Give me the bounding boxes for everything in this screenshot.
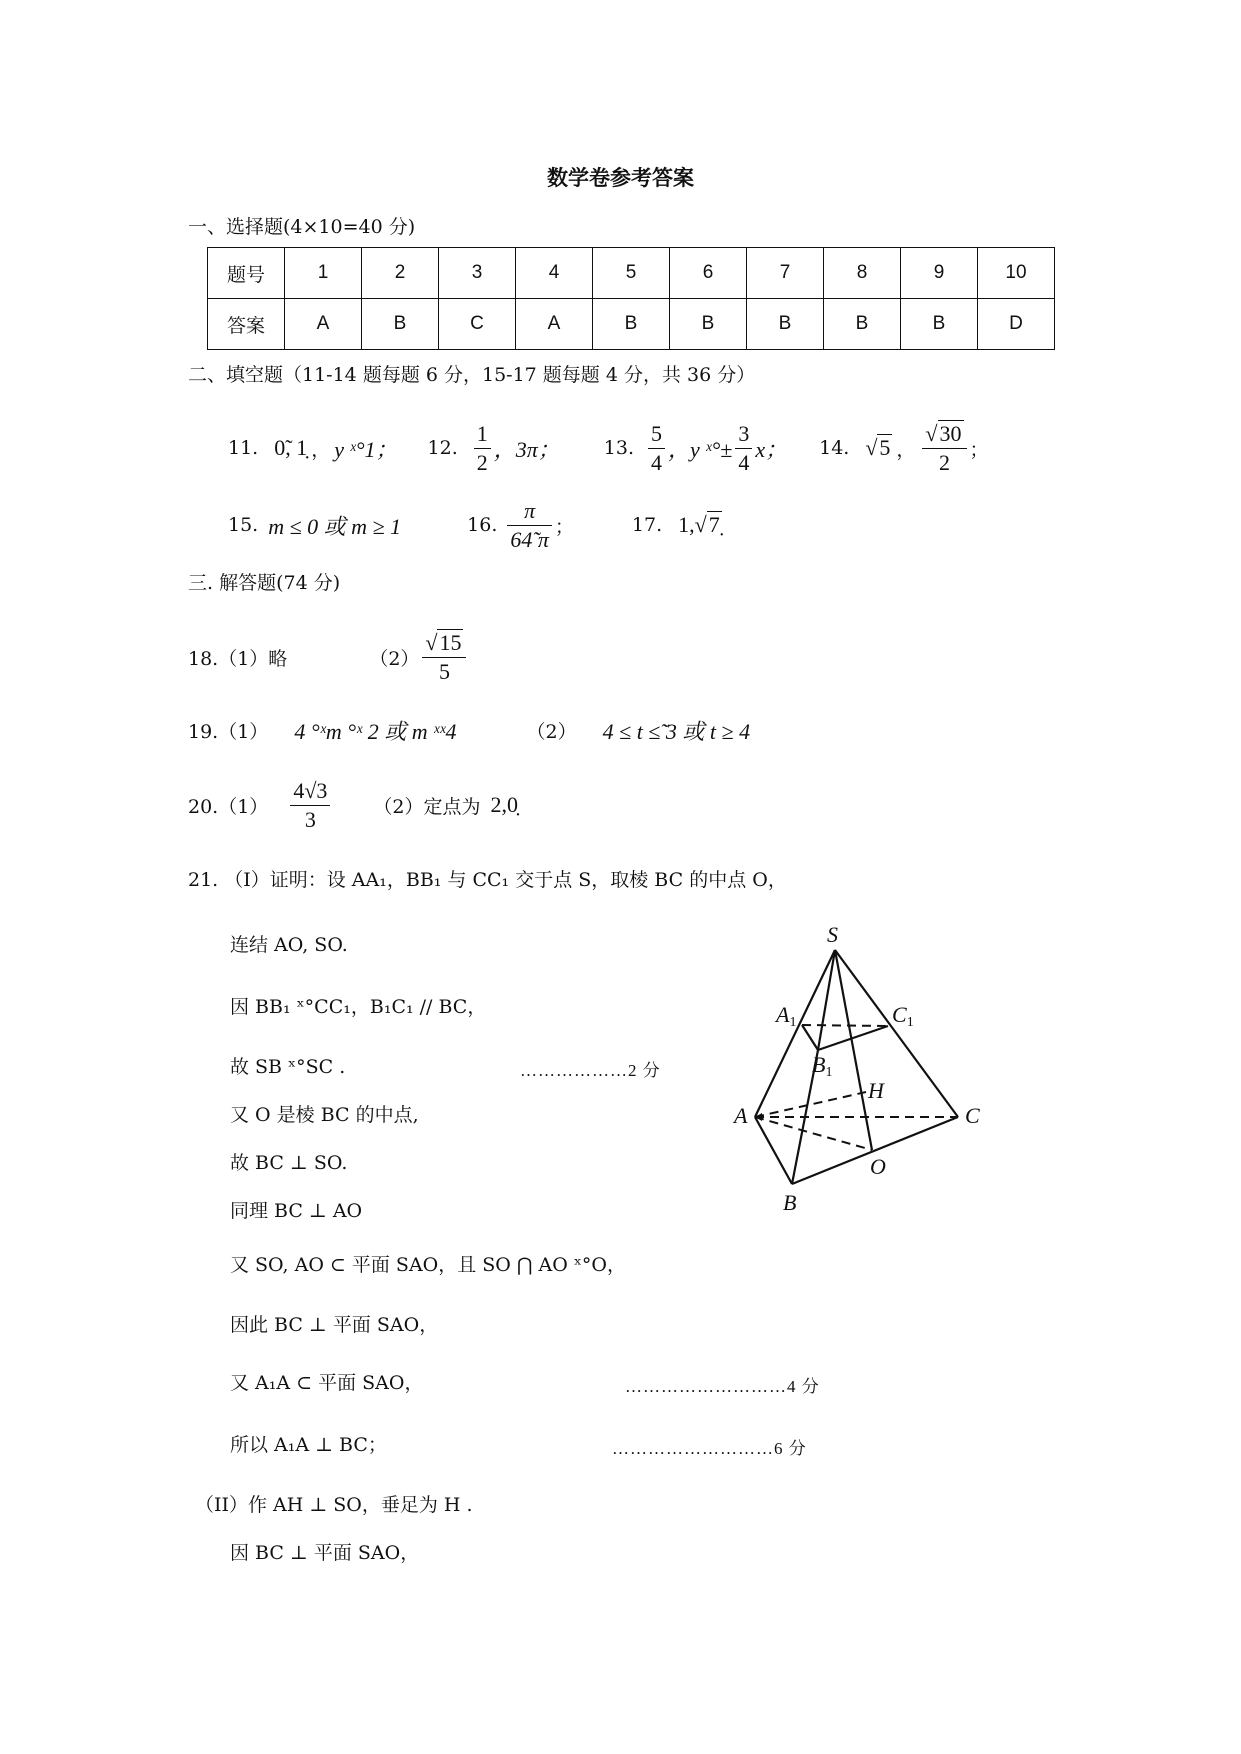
q13-denominator-1: 4 <box>650 449 662 475</box>
q15-answer: m ≤ 0 或 m ≥ 1 <box>268 513 402 539</box>
q20-part1-label: 20.（1） <box>188 795 269 818</box>
table-cell: D <box>978 299 1055 350</box>
section-2-heading: 二、填空题（11-14 题每题 6 分，15-17 题每题 4 分，共 36 分） <box>188 364 756 386</box>
section-1-heading: 一、选择题(4×10=40 分) <box>188 216 416 238</box>
q21-score-4: ………………………4 分 <box>625 1377 820 1396</box>
table-cell: 4 <box>516 248 593 299</box>
q12-tail: ，3π； <box>493 436 560 462</box>
q16-numerator: π <box>507 497 552 526</box>
table-cell: 8 <box>824 248 901 299</box>
edge-a1c1 <box>802 1025 888 1026</box>
q18-numerator: 15 <box>439 629 462 655</box>
edge-ab <box>755 1117 792 1184</box>
q11-answer-b: y ˣ°1； <box>334 436 398 462</box>
q21-step: 又 A₁A ⊂ 平面 SAO， <box>230 1372 424 1394</box>
table-cell: B <box>593 299 670 350</box>
q21-step: 故 SB ˣ°SC . <box>230 1056 346 1078</box>
q19-part2-label: （2） <box>526 720 577 743</box>
q16-fraction <box>507 497 552 554</box>
q18-denominator: 5 <box>438 658 450 684</box>
row-label: 答案 <box>208 299 285 350</box>
q16-number: 16. <box>467 514 498 536</box>
table-cell: A <box>285 299 362 350</box>
q14-fraction: $\frac{√30}{2}$ <box>922 420 966 477</box>
q19-line <box>188 712 750 748</box>
label-c1: C1 <box>892 1002 914 1030</box>
q11-answer-a: 0̃, 1̣ <box>274 435 308 460</box>
page-title: 数学卷参考答案 <box>547 165 694 190</box>
table-cell: B <box>747 299 824 350</box>
q21-part2: （II）作 AH ⊥ SO，垂足为 H . <box>195 1494 473 1516</box>
segment-ah <box>755 1092 866 1117</box>
q13-tail: x； <box>755 436 788 462</box>
q21-part2-line2: 因 BC ⊥ 平面 SAO， <box>230 1542 420 1564</box>
table-cell: 3 <box>439 248 516 299</box>
answer-line-11-14: 11. 0̃, 1̣ ， y ˣ°1； 12. $\frac{1}{2}$ ，3π； 13. $\frac{5}{4}$ ，y ˣ°± $\frac{3}{4}$ x； 14. √5 ， $\frac{√30}{2}$ ； <box>228 420 989 475</box>
q13-denominator-2: 4 <box>738 449 750 475</box>
q11-number: 11. <box>228 437 259 459</box>
q20-answer-b: 2,0̣ <box>490 792 518 817</box>
answer-table <box>207 247 1055 350</box>
q21-step: 故 BC ⊥ SO. <box>230 1152 348 1174</box>
table-row <box>208 299 1055 350</box>
q13-fraction-2 <box>735 420 752 477</box>
row-label: 题号 <box>208 248 285 299</box>
q21-score-6: ………………………6 分 <box>612 1439 807 1458</box>
q20-denominator: 3 <box>304 806 316 832</box>
q14-numerator: 30 <box>939 420 962 446</box>
q21-step: 因 BB₁ ˣ°CC₁，B₁C₁ // BC， <box>230 996 487 1018</box>
q18-fraction: $\frac{√15}{5}$ <box>422 629 466 686</box>
section-3-heading: 三. 解答题(74 分) <box>188 572 341 594</box>
table-cell: 9 <box>901 248 978 299</box>
q20-part2-label: （2）定点为 <box>373 795 481 818</box>
q14-denominator: 2 <box>938 449 950 475</box>
label-a: A <box>734 1103 748 1128</box>
q13-number: 13. <box>603 437 634 459</box>
table-cell: 10 <box>978 248 1055 299</box>
q14-tail: ； <box>969 438 989 461</box>
q12-fraction <box>474 420 491 477</box>
edge-so <box>835 950 872 1150</box>
q18-line <box>188 625 469 689</box>
table-cell: C <box>439 299 516 350</box>
q21-step: 因此 BC ⊥ 平面 SAO， <box>230 1314 439 1336</box>
table-cell: B <box>901 299 978 350</box>
q12-numerator: 1 <box>474 420 491 449</box>
label-s: S <box>827 922 838 947</box>
q21-score-2: ………………2 分 <box>520 1061 661 1080</box>
label-b: B <box>783 1190 797 1210</box>
q20-numerator: 4√3 <box>290 777 330 806</box>
edge-sb1 <box>818 950 835 1050</box>
q19-answer-b: 4 ≤ t ≤̃ 3 或 t ≥ 4 <box>602 718 751 744</box>
edge-a1b1 <box>802 1025 818 1050</box>
table-cell: B <box>670 299 747 350</box>
q21-step: 连结 AO, SO. <box>230 934 348 956</box>
q21-step: 所以 A₁A ⊥ BC； <box>230 1434 387 1456</box>
label-h: H <box>868 1078 884 1103</box>
pyramid-diagram <box>720 920 1010 1210</box>
q15-number: 15. <box>228 514 259 536</box>
q20-line <box>188 773 518 837</box>
q14-number: 14. <box>819 437 850 459</box>
label-b1: B1 <box>812 1052 833 1080</box>
q13-numerator-2: 3 <box>735 420 752 449</box>
answer-line-15-17: 15. m ≤ 0 或 m ≥ 1 16. $\frac{\pi}{64̃ \pi}$ ； 17. 1, √7 <box>228 497 720 552</box>
q21-step: 又 SO, AO ⊂ 平面 SAO，且 SO ⋂ AO ˣ°O， <box>230 1254 627 1276</box>
edge-sa <box>755 950 835 1117</box>
table-cell: A <box>516 299 593 350</box>
label-a1: A1 <box>776 1002 797 1030</box>
q17-number: 17. <box>631 514 663 536</box>
q12-number: 12. <box>427 437 458 459</box>
q19-part1-label: 19.（1） <box>188 720 269 743</box>
label-o: O <box>870 1154 886 1179</box>
q17-answer-a: 1, <box>678 512 695 537</box>
q19-answer-a: 4 °ˣm °ˣ 2 或 m ˣˣ4 <box>294 718 457 744</box>
table-cell: 6 <box>670 248 747 299</box>
table-cell: 5 <box>593 248 670 299</box>
table-row <box>208 248 1055 299</box>
q20-fraction <box>290 777 330 834</box>
label-c: C <box>965 1103 980 1128</box>
table-cell: B <box>824 299 901 350</box>
q13-numerator-1: 5 <box>648 420 665 449</box>
q14-sqrt-a: 5 <box>879 435 891 460</box>
q16-tail: ； <box>554 515 574 538</box>
q18-part2-label: （2） <box>369 647 420 670</box>
q21-step: 又 O 是棱 BC 的中点, <box>230 1104 419 1126</box>
q21-intro: 21. （I）证明：设 AA₁，BB₁ 与 CC₁ 交于点 S，取棱 BC 的中点 O， <box>188 869 787 891</box>
q13-mid: ，y ˣ°± <box>667 436 733 462</box>
table-cell: 1 <box>285 248 362 299</box>
table-cell: 2 <box>362 248 439 299</box>
edge-sc <box>835 950 958 1117</box>
q21-step: 同理 BC ⊥ AO <box>230 1200 363 1222</box>
q13-fraction-1 <box>648 420 665 477</box>
table-cell: B <box>362 299 439 350</box>
q12-denominator: 2 <box>476 449 488 475</box>
segment-ao <box>755 1117 872 1150</box>
q18-part1: 18.（1）略 <box>188 647 288 670</box>
table-cell: 7 <box>747 248 824 299</box>
q17-sqrt: 7 <box>708 512 720 537</box>
q16-denominator: 64̃ π <box>510 526 549 552</box>
